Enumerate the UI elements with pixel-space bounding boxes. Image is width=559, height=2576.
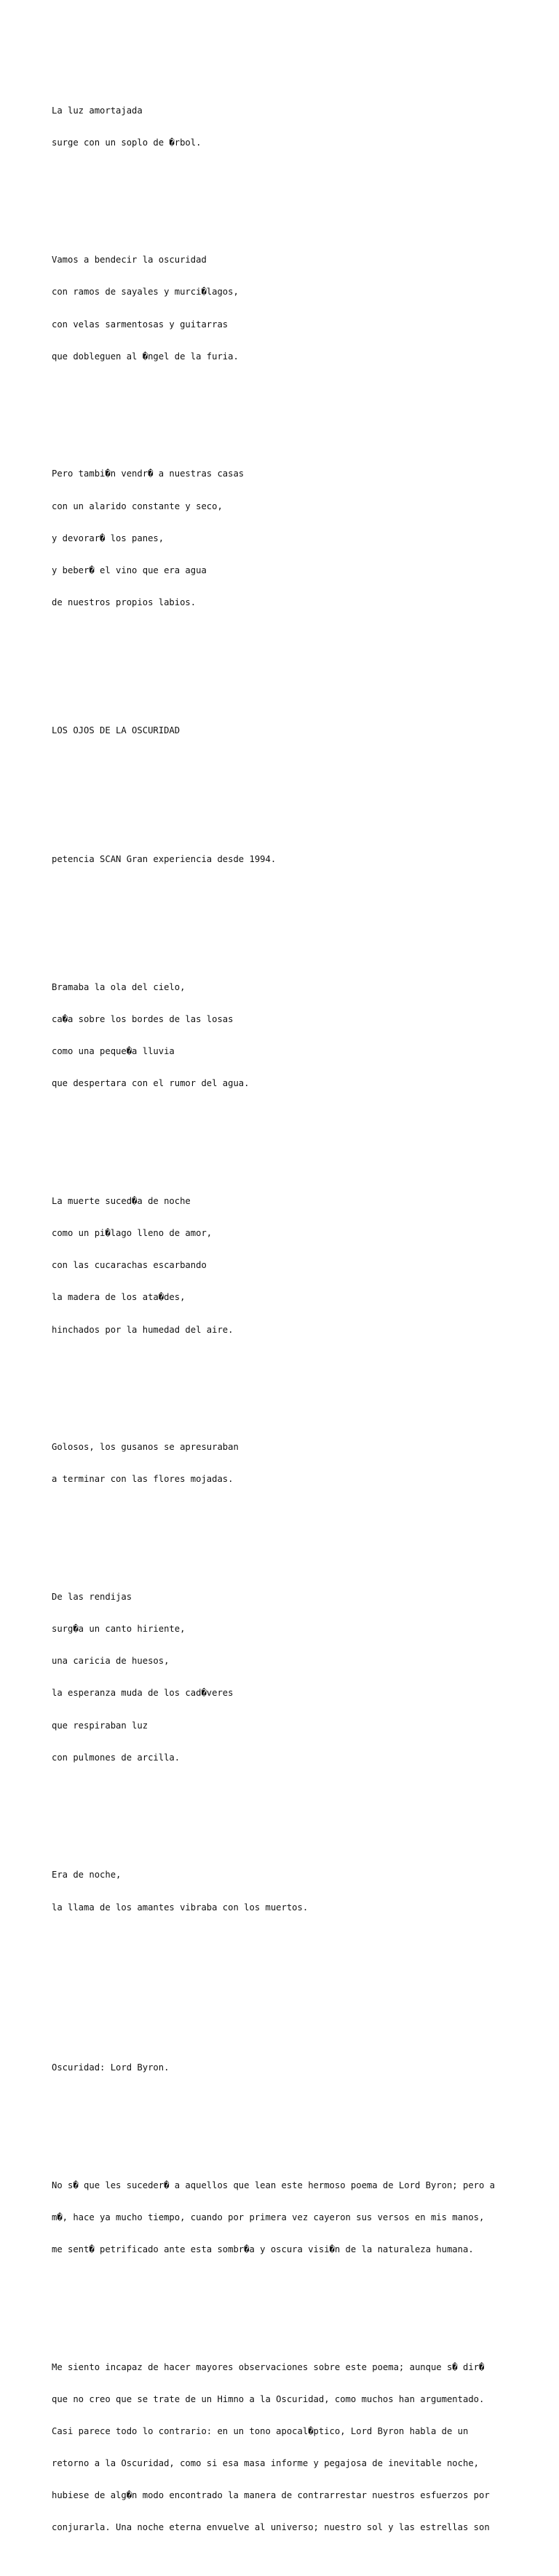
paragraph-1 [52,2158,518,2276]
paragraph-line: me sent� petrificado ante esta sombr�a y oscura visi�n de la naturaleza humana. [52,2244,474,2254]
poem-line: Era de noche, [52,1870,122,1881]
poem-line: como una peque�a lluvia [52,1046,175,1057]
essay-title-text: Oscuridad: Lord Byron. [52,2062,170,2073]
poem-line: Bramaba la ola del cielo, [52,982,186,993]
stanza-8 [52,1849,518,1934]
section-title [52,704,518,758]
poem-line: una caricia de huesos, [52,1656,170,1667]
poem-line: como un pi�lago lleno de amor, [52,1228,213,1239]
ad-line-text: petencia SCAN Gran experiencia desde 1994. [52,853,277,864]
stanza-2 [52,234,518,383]
paragraph-line: Casi parece todo lo contrario: en un tono apocal�ptico, Lord Byron habla de un [52,2425,469,2436]
paragraph-line: m�, hace ya mucho tiempo, cuando por primera vez cayeron sus versos en mis manos, [52,2212,485,2222]
poem-line: De las rendijas [52,1592,132,1603]
poem-line: de nuestros propios labios. [52,597,197,607]
poem-line: la llama de los amantes vibraba con los muertos. [52,1902,309,1913]
stanza-1 [52,84,518,170]
paragraph-line: que no creo que se trate de un Himno a la Oscuridad, como muchos han argumentado. [52,2393,485,2404]
poem-line: la esperanza muda de los cad�veres [52,1688,234,1699]
paragraph-line: No s� que les suceder� a aquellos que lean este hermoso poema de Lord Byron; pero a [52,2180,496,2190]
poem-line: surg�a un canto hiriente, [52,1624,186,1635]
section-title-text: LOS OJOS DE LA OSCURIDAD [52,725,181,736]
paragraph-2 [52,2340,518,2554]
poem-line: con pulmones de arcilla. [52,1752,181,1763]
poem-line: con velas sarmentosas y guitarras [52,319,229,330]
paragraph-line: retorno a la Oscuridad, como si esa masa informe y pegajosa de inevitable noche, [52,2458,479,2468]
poem-line: con un alarido constante y seco, [52,501,223,511]
essay-title [52,2041,518,2095]
poem-line: la madera de los ata�des, [52,1292,186,1303]
stanza-4 [52,961,518,1111]
poem-line: que dobleguen al �ngel de la furia. [52,351,239,362]
poem-line: que despertara con el rumor del agua. [52,1078,250,1089]
poem-line: y beber� el vino que era agua [52,565,207,575]
poem-line: La muerte suced�a de noche [52,1196,191,1207]
poem-line: con ramos de sayales y murci�lagos, [52,287,239,298]
poem-line: La luz amortajada [52,105,143,116]
stanza-6 [52,1421,518,1507]
poem-line: que respiraban luz [52,1720,148,1731]
paragraph-line: conjurarla. Una noche eterna envuelve al universo; nuestro sol y las estrellas son [52,2522,490,2533]
poem-line: ca�a sobre los bordes de las losas [52,1014,234,1025]
document-page [52,52,518,2576]
paragraph-line: Me siento incapaz de hacer mayores observaciones sobre este poema; aunque s� dir� [52,2361,485,2372]
poem-line: y devorar� los panes, [52,533,164,543]
poem-line: Golosos, los gusanos se apresuraban [52,1442,239,1453]
ad-line [52,832,518,886]
poem-line: surge con un soplo de �rbol. [52,137,202,148]
poem-line: con las cucarachas escarbando [52,1260,207,1271]
poem-line: a terminar con las flores mojadas. [52,1474,234,1485]
stanza-7 [52,1571,518,1785]
poem-line: Pero tambi�n vendr� a nuestras casas [52,468,245,479]
paragraph-line: hubiese de alg�n modo encontrado la manera de contrarrestar nuestros esfuerzos por [52,2490,490,2501]
stanza-5 [52,1175,518,1357]
poem-line: Vamos a bendecir la oscuridad [52,255,207,266]
poem-line: hinchados por la humedad del aire. [52,1324,234,1335]
stanza-3 [52,447,518,629]
